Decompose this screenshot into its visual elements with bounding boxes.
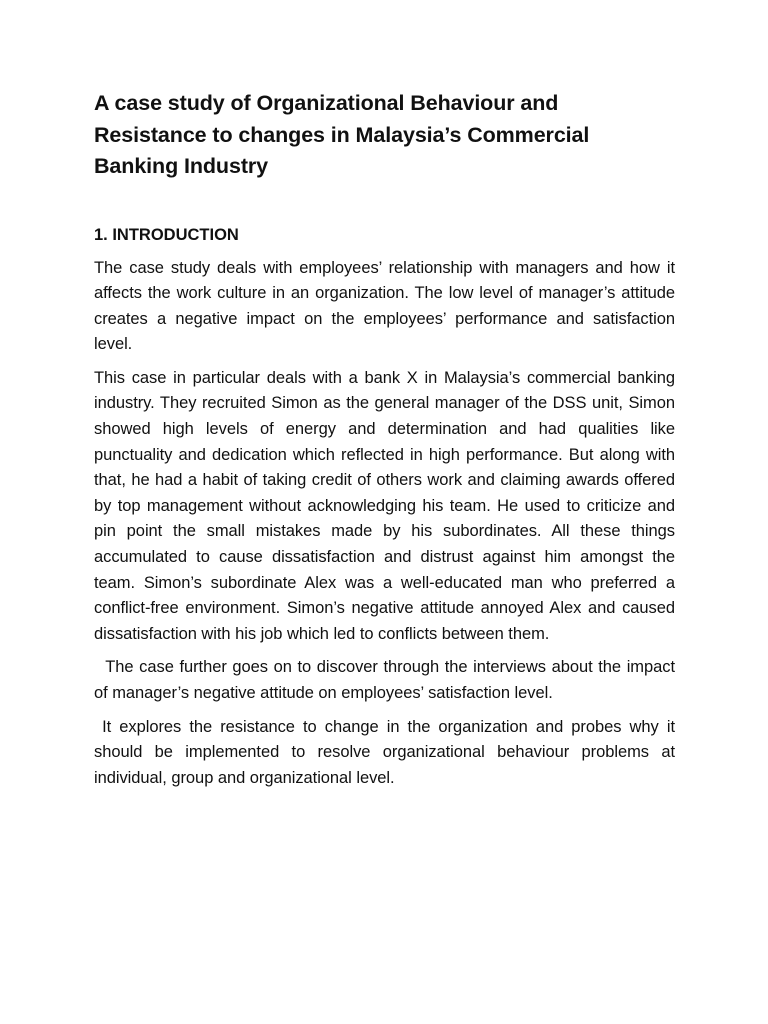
paragraph-2: This case in particular deals with a bank X in Malaysia’s commercial banking industry. They recruited Simon as the general manager of the DSS unit, Simon showed high levels of energy and determination and had qualities like punctuality and dedication which reflected in high performance. But along with that, he had a habit of taking credit of others work and claiming awards offered by top management without acknowledging his team. He used to criticize and pin point the small mistakes made by his subordinates. All these things accumulated to cause dissatisfaction and distrust against him amongst the team. Simon’s subordinate Alex was a well-educated man who preferred a conflict-free environment. Simon’s negative attitude annoyed Alex and caused dissatisfaction with his job which led to conflicts between them.	[94, 368, 675, 643]
document-title: A case study of Organizational Behaviour and Resistance to changes in Malaysia’s Commercial Banking Industry	[94, 91, 590, 178]
document-page	[94, 88, 680, 791]
section-heading-introduction: 1. INTRODUCTION	[94, 225, 239, 244]
paragraph-3: The case further goes on to discover through the interviews about the impact of manager’s negative attitude on employees’ satisfaction level.	[94, 658, 680, 702]
paragraph-1: The case study deals with employees’ relationship with managers and how it affects the work culture in an organization. The low level of manager’s attitude creates a negative impact on the employees’ performance and satisfaction level.	[94, 258, 675, 354]
paragraph-4: It explores the resistance to change in the organization and probes why it should be implemented to resolve organizational behaviour problems at individual, group and organizational level.	[94, 717, 680, 787]
